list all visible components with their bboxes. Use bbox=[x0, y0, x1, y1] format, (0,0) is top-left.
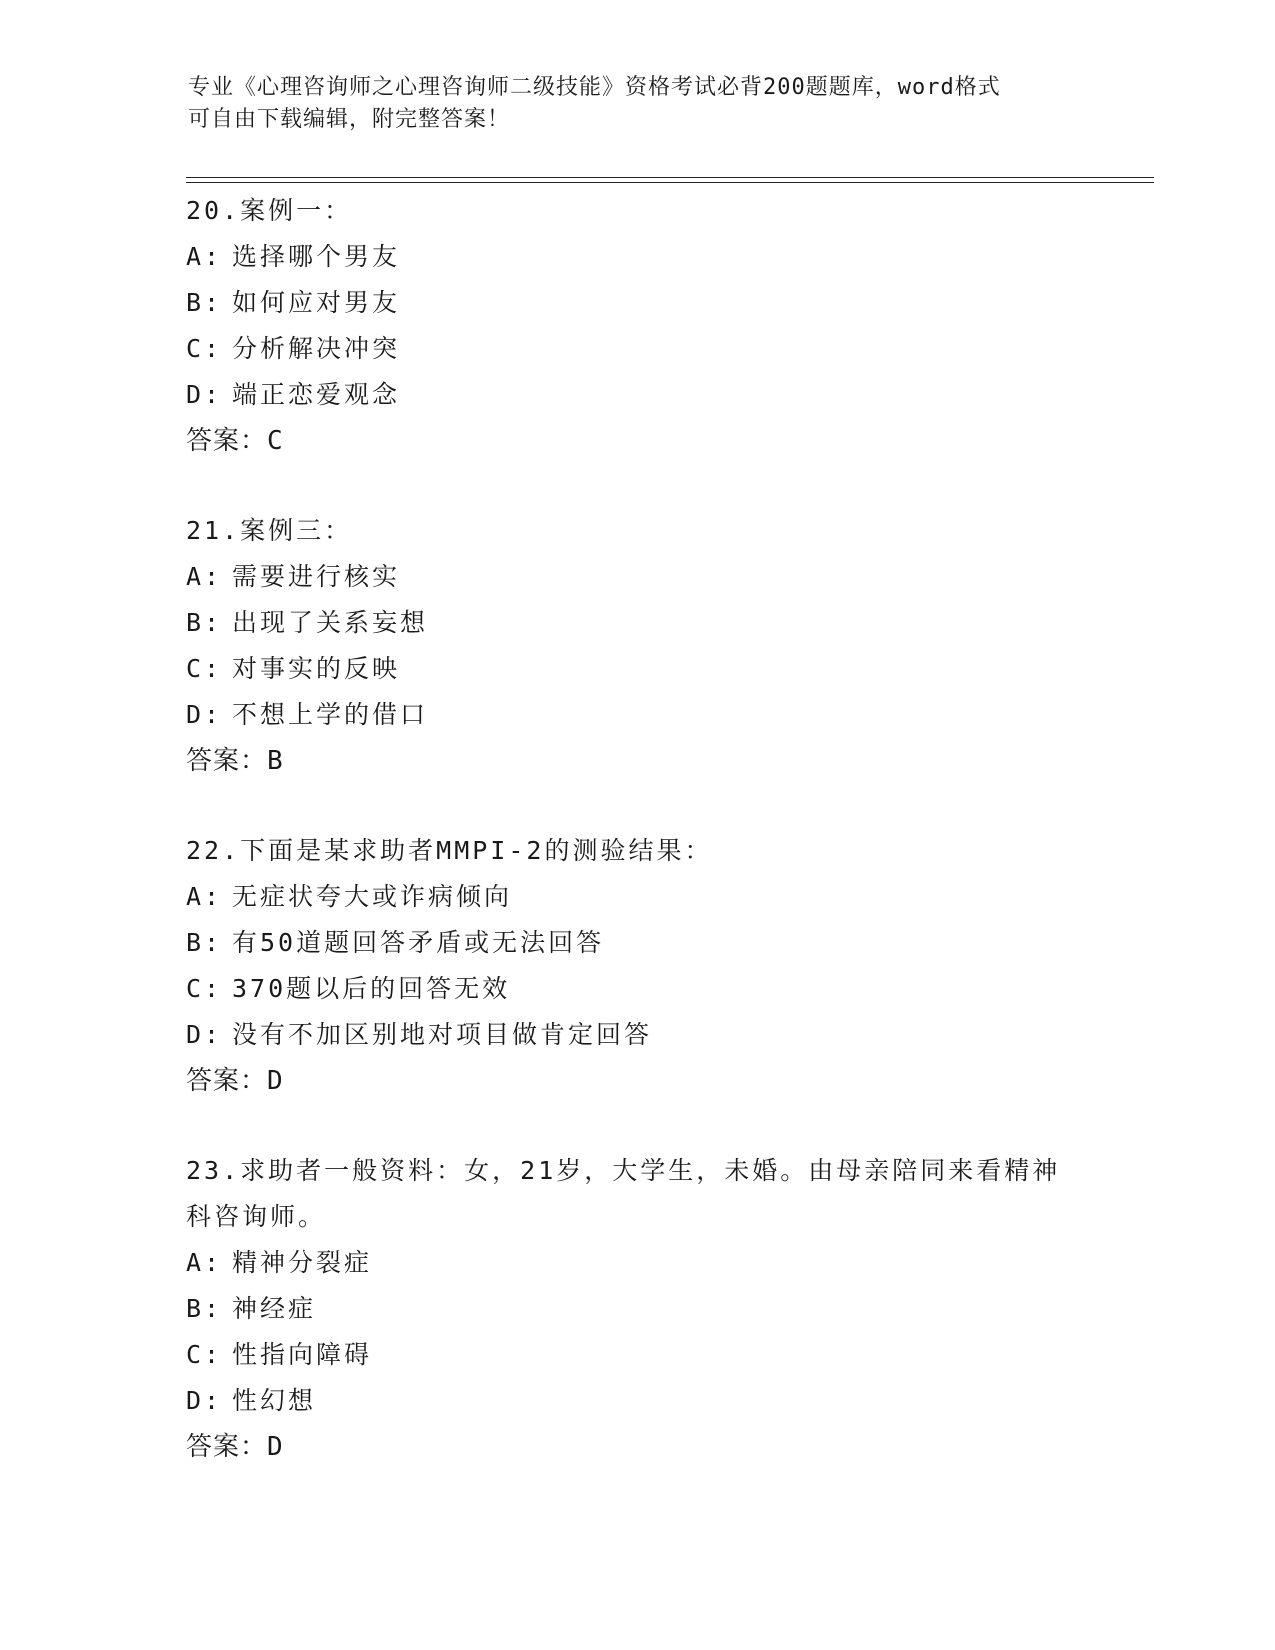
header-line-1: 专业《心理咨询师之心理咨询师二级技能》资格考试必背200题题库，word格式 bbox=[188, 75, 1001, 100]
question-stem-continued: 科咨询师。 bbox=[186, 1202, 327, 1231]
question-21 bbox=[186, 508, 1146, 784]
answer-line: 答案：B bbox=[186, 746, 284, 776]
option-text: 无症状夸大或诈病倾向 bbox=[232, 882, 513, 911]
question-23 bbox=[186, 1148, 1146, 1470]
option-text: 选择哪个男友 bbox=[232, 242, 401, 271]
option-letter: B: bbox=[186, 288, 223, 317]
option-a bbox=[186, 234, 1146, 280]
answer-line: 答案：D bbox=[186, 1066, 284, 1096]
answer-line: 答案：C bbox=[186, 426, 284, 456]
document-header bbox=[188, 72, 1088, 136]
option-text: 对事实的反映 bbox=[232, 654, 401, 683]
option-d bbox=[186, 692, 1146, 738]
option-text: 没有不加区别地对项目做肯定回答 bbox=[232, 1020, 653, 1049]
header-line-2: 可自由下载编辑，附完整答案！ bbox=[188, 107, 511, 132]
option-text: 370题以后的回答无效 bbox=[232, 974, 511, 1003]
option-text: 端正恋爱观念 bbox=[232, 380, 401, 409]
question-22 bbox=[186, 828, 1146, 1104]
option-letter: C: bbox=[186, 1340, 223, 1369]
option-letter: A: bbox=[186, 562, 223, 591]
answer-line: 答案：D bbox=[186, 1432, 284, 1462]
option-d bbox=[186, 1378, 1146, 1424]
option-text: 性幻想 bbox=[232, 1386, 317, 1415]
option-a bbox=[186, 874, 1146, 920]
question-stem: 20.案例一： bbox=[186, 196, 353, 225]
option-text: 不想上学的借口 bbox=[232, 700, 429, 729]
option-b bbox=[186, 600, 1146, 646]
option-letter: B: bbox=[186, 608, 223, 637]
option-letter: D: bbox=[186, 1386, 223, 1415]
option-a bbox=[186, 554, 1146, 600]
option-b bbox=[186, 920, 1146, 966]
option-letter: D: bbox=[186, 1020, 223, 1049]
question-stem: 22.下面是某求助者MMPI-2的测验结果： bbox=[186, 836, 713, 865]
option-c bbox=[186, 646, 1146, 692]
option-letter: D: bbox=[186, 380, 223, 409]
option-text: 神经症 bbox=[232, 1294, 317, 1323]
option-c bbox=[186, 966, 1146, 1012]
option-text: 如何应对男友 bbox=[232, 288, 401, 317]
header-divider-top bbox=[186, 177, 1154, 178]
option-text: 出现了关系妄想 bbox=[232, 608, 429, 637]
question-stem: 21.案例三： bbox=[186, 516, 353, 545]
option-b bbox=[186, 1286, 1146, 1332]
option-letter: C: bbox=[186, 654, 223, 683]
option-text: 分析解决冲突 bbox=[232, 334, 401, 363]
option-c bbox=[186, 326, 1146, 372]
option-text: 精神分裂症 bbox=[232, 1248, 373, 1277]
option-letter: A: bbox=[186, 242, 223, 271]
option-d bbox=[186, 372, 1146, 418]
option-letter: C: bbox=[186, 974, 223, 1003]
option-a bbox=[186, 1240, 1146, 1286]
question-stem: 23.求助者一般资料：女，21岁，大学生，未婚。由母亲陪同来看精神 bbox=[186, 1156, 1061, 1185]
option-letter: C: bbox=[186, 334, 223, 363]
option-letter: A: bbox=[186, 882, 223, 911]
option-text: 需要进行核实 bbox=[232, 562, 401, 591]
option-b bbox=[186, 280, 1146, 326]
question-list bbox=[186, 188, 1146, 1514]
option-letter: A: bbox=[186, 1248, 223, 1277]
option-text: 有50道题回答矛盾或无法回答 bbox=[232, 928, 605, 957]
option-letter: B: bbox=[186, 928, 223, 957]
option-letter: B: bbox=[186, 1294, 223, 1323]
option-text: 性指向障碍 bbox=[232, 1340, 373, 1369]
question-20 bbox=[186, 188, 1146, 464]
option-d bbox=[186, 1012, 1146, 1058]
header-divider-bottom bbox=[186, 182, 1154, 183]
option-c bbox=[186, 1332, 1146, 1378]
option-letter: D: bbox=[186, 700, 223, 729]
